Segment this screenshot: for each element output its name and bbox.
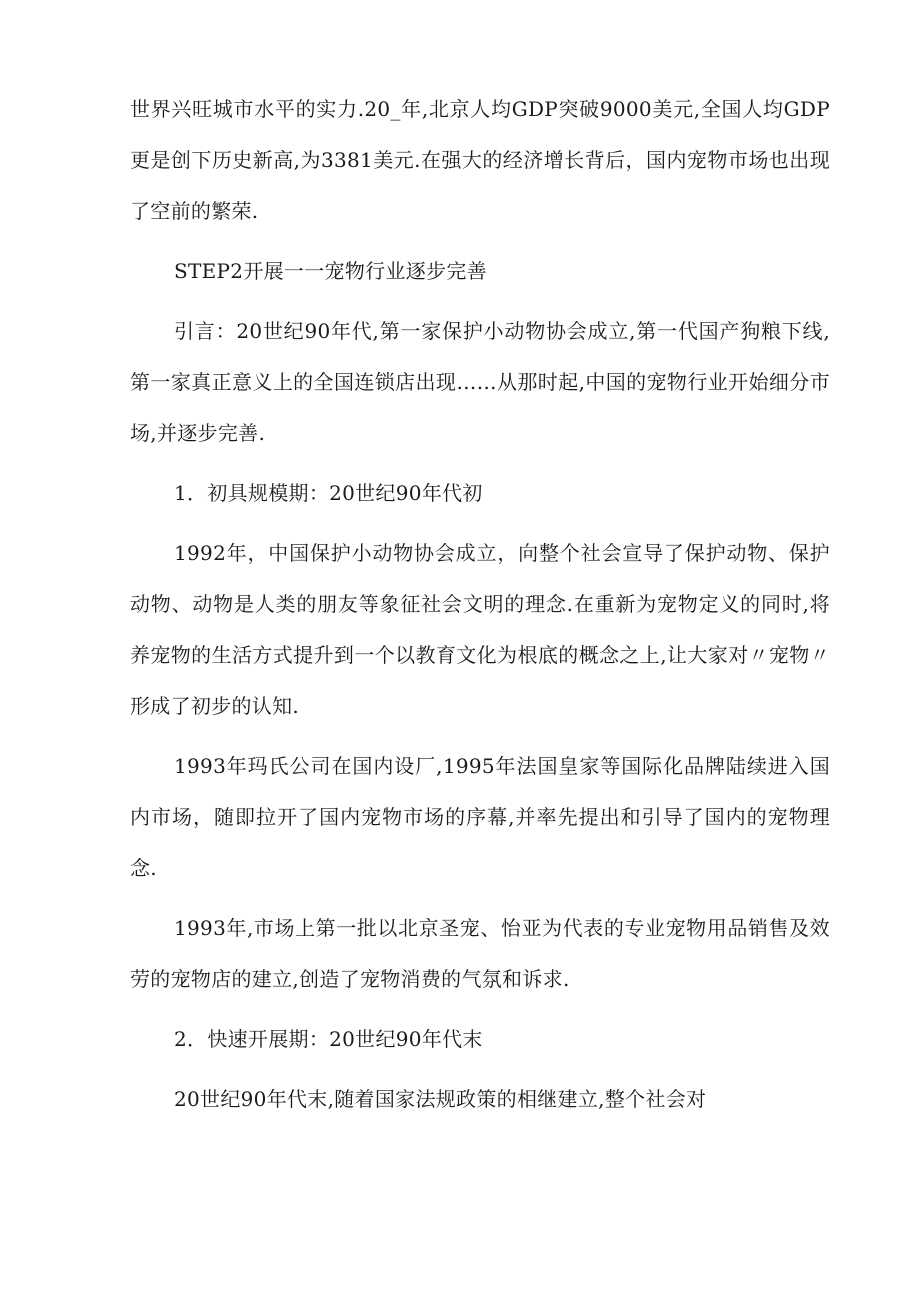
subheading-rapid-growth: 2．快速开展期：20世纪90年代末: [174, 1027, 483, 1051]
section-heading-step2: STEP2开展一一宠物行业逐步完善: [174, 259, 487, 283]
paragraph-late-90s: 20世纪90年代末,随着国家法规政策的相继建立,整个社会对: [174, 1087, 707, 1111]
paragraph-1992: 1992年，中国保护小动物协会成立，向整个社会宣导了保护动物、保护动物、动物是人类的朋友等象征社会文明的理念.在重新为宠物定义的同时,将养宠物的生活方式提升到一个以教育文化为根底的概念之上,让大家对〃宠物〃形成了初步的认知.: [130, 541, 830, 718]
paragraph-intro: 引言：20世纪90年代,第一家保护小动物协会成立,第一代国产狗粮下线,第一家真正意义上的全国连锁店出现……从那时起,中国的宠物行业开始细分市场,并逐步完善.: [130, 319, 830, 445]
subheading-initial-scale: 1．初具规模期：20世纪90年代初: [174, 481, 483, 505]
paragraph-1993-stores: 1993年,市场上第一批以北京圣宠、怡亚为代表的专业宠物用品销售及效劳的宠物店的建立,创造了宠物消费的气氛和诉求.: [130, 916, 830, 991]
paragraph-economy: 世界兴旺城市水平的实力.20_年,北京人均GDP突破9000美元,全国人均GDP更是创下历史新高,为3381美元.在强大的经济增长背后，国内宠物市场也出现了空前的繁荣.: [130, 97, 830, 223]
paragraph-1993-mars: 1993年玛氏公司在国内设厂,1995年法国皇家等国际化品牌陆续进入国内市场，随即拉开了国内宠物市场的序幕,并率先提出和引导了国内的宠物理念.: [130, 754, 830, 880]
